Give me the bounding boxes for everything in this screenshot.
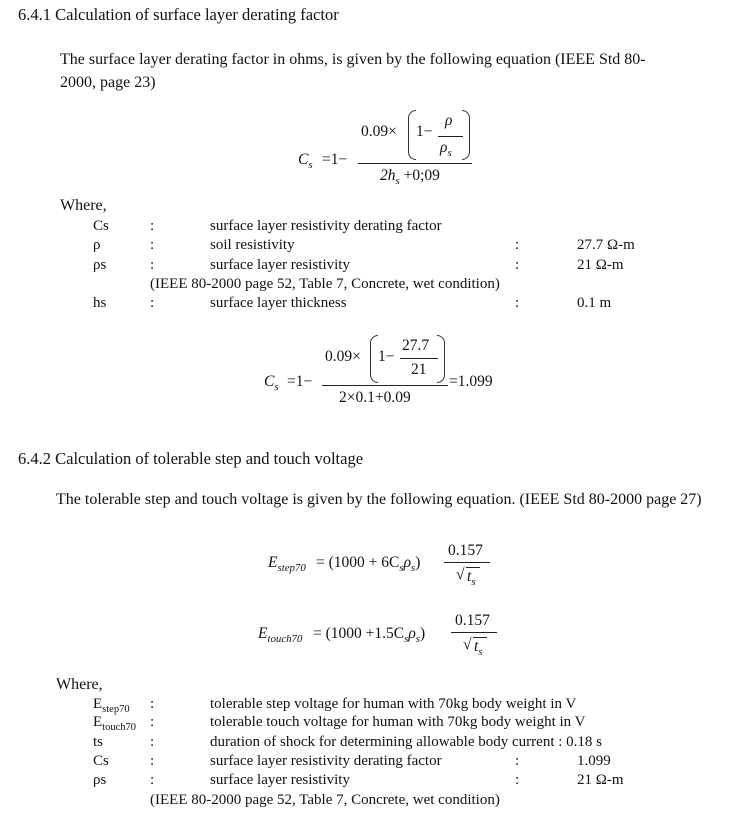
eq1-paren-left xyxy=(408,110,416,160)
row-description: surface layer resistivity derating factor xyxy=(210,218,442,234)
eq1-equals: =1− xyxy=(322,151,348,168)
row-separator-2: : xyxy=(515,295,520,311)
intro-paragraph-line-1: The surface layer derating factor in ohms, is given by the following equation (IEEE Std 80- xyxy=(60,51,646,68)
eq-touch-numerator: 0.157 xyxy=(455,612,490,629)
eq1-lhs: $C_s$ xyxy=(298,151,313,172)
row-separator: : xyxy=(150,295,155,311)
eq2-inner-fraction-line xyxy=(400,358,438,359)
eq1-rho-s: $\rho_s$ xyxy=(440,139,452,160)
row-separator-2: : xyxy=(515,753,520,769)
eq1-paren-right xyxy=(462,110,470,160)
eq2-num-coef: 0.09× xyxy=(325,348,361,365)
row-separator: : xyxy=(150,696,155,712)
row-separator: : xyxy=(150,753,155,769)
intro-paragraph-line-2: 2000, page 23) xyxy=(60,74,156,91)
eq2-one-minus: 1− xyxy=(378,348,395,365)
row-description: soil resistivity xyxy=(210,237,295,253)
eq2-denominator: 2×0.1+0.09 xyxy=(339,389,411,406)
eq1-one-minus: 1− xyxy=(416,123,433,140)
where-label-2: Where, xyxy=(56,676,103,693)
row-symbol: ρs xyxy=(93,257,107,273)
eq2-inner-denominator: 21 xyxy=(411,361,427,378)
eq-touch-fraction-line xyxy=(451,632,497,633)
row-value: 21 Ω-m xyxy=(577,772,624,788)
row-separator-2: : xyxy=(515,237,520,253)
section-heading-6-4-2: 6.4.2 Calculation of tolerable step and touch voltage xyxy=(18,449,364,468)
row-description: surface layer thickness xyxy=(210,295,347,311)
row-value: 21 Ω-m xyxy=(577,257,624,273)
eq1-inner-fraction-line xyxy=(438,136,463,137)
eq1-num-coef: 0.09× xyxy=(361,123,397,140)
row-value: 1.099 xyxy=(577,753,611,769)
eq1-rho: ρ xyxy=(445,112,453,129)
row-description: tolerable touch voltage for human with 70kg body weight in V xyxy=(210,714,586,730)
eq1-main-fraction-line xyxy=(358,163,472,164)
eq2-lhs: $C_s$ xyxy=(264,373,279,394)
row-separator-2: : xyxy=(515,772,520,788)
intro-paragraph: The tolerable step and touch voltage is given by the following equation. (IEEE Std 80-2000 page 27) xyxy=(56,491,702,508)
eq2-paren-left xyxy=(370,335,378,383)
eq2-equals: =1− xyxy=(287,373,313,390)
eq2-main-fraction-line xyxy=(322,385,448,386)
row-value: 27.7 Ω-m xyxy=(577,237,635,253)
eq-touch-lhs: $E_{touch70}$ xyxy=(258,625,303,646)
eq-step-numerator: 0.157 xyxy=(448,542,483,559)
eq-touch-denominator: $t_s$ xyxy=(474,638,483,659)
row-symbol: Cs xyxy=(93,753,109,769)
row-symbol: ρs xyxy=(93,772,107,788)
row-separator: : xyxy=(150,734,155,750)
eq-touch-sqrt-sign: √ xyxy=(463,636,472,653)
row-separator: : xyxy=(150,218,155,234)
row-symbol: Cs xyxy=(93,218,109,234)
section-heading-6-4-1: 6.4.1 Calculation of surface layer derating factor xyxy=(18,5,339,24)
row-separator: : xyxy=(150,257,155,273)
eq-step-lhs: $E_{step70}$ xyxy=(268,554,306,575)
row-symbol: $E_{step70}$ xyxy=(93,696,130,715)
row-symbol: ρ xyxy=(93,237,101,253)
row-separator: : xyxy=(150,237,155,253)
where-label-1: Where, xyxy=(60,197,107,214)
eq2-result: =1.099 xyxy=(449,373,493,390)
eq1-denominator: $2h_s$ +0;09 xyxy=(380,167,440,188)
eq2-paren-right xyxy=(437,335,445,383)
eq-step-sqrt-sign: √ xyxy=(456,566,465,583)
eq-step-rhs: = $(1000 + 6C_s\rho_s)$ xyxy=(316,554,421,575)
row-separator: : xyxy=(150,772,155,788)
row-symbol: $E_{touch70}$ xyxy=(93,714,136,733)
eq-step-fraction-line xyxy=(444,562,490,563)
row-description: tolerable step voltage for human with 70kg body weight in V xyxy=(210,696,577,712)
eq-touch-rhs: = $(1000 +1.5C_s\rho_s)$ xyxy=(313,625,426,646)
row-symbol: ts xyxy=(93,734,104,750)
reference-note: (IEEE 80-2000 page 52, Table 7, Concrete, wet condition) xyxy=(150,276,500,292)
row-description: surface layer resistivity derating factor xyxy=(210,753,442,769)
reference-note: (IEEE 80-2000 page 52, Table 7, Concrete, wet condition) xyxy=(150,792,500,808)
row-description: surface layer resistivity xyxy=(210,257,350,273)
row-separator-2: : xyxy=(515,257,520,273)
row-description: duration of shock for determining allowable body current : 0.18 s xyxy=(210,734,602,750)
eq-step-denominator: $t_s$ xyxy=(467,568,476,589)
row-separator: : xyxy=(150,714,155,730)
row-symbol: hs xyxy=(93,295,107,311)
row-value: 0.1 m xyxy=(577,295,612,311)
eq2-inner-numerator: 27.7 xyxy=(402,337,430,354)
row-description: surface layer resistivity xyxy=(210,772,350,788)
